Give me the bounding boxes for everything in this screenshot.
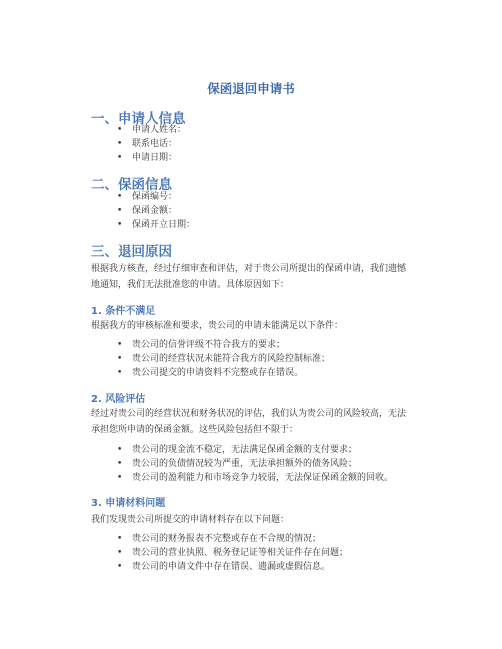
paragraph-text: 根据我方核查，经过仔细审查和评估，对于贵公司所提出的保函申请，我们遗憾地通知，我们无法批准您的申请。具体原因如下：	[91, 264, 407, 290]
paragraph-intro	[91, 261, 411, 293]
list-item-text: 保函编号：	[132, 192, 178, 202]
bullet-icon: •	[117, 206, 123, 216]
bullet-icon: •	[117, 459, 123, 469]
bullet-icon: •	[117, 473, 123, 483]
list-item-text: 保函开立日期：	[132, 220, 196, 230]
list-item-text: 贵公司的负债情况较为严重，无法承担额外的债务风险；	[132, 459, 358, 469]
bullet-icon: •	[117, 153, 123, 163]
bullet-icon: •	[117, 534, 123, 544]
paragraph-text: 我们发现贵公司所提交的申请材料存在以下问题：	[91, 515, 290, 525]
list-item-text: 贵公司的盈利能力和市场竞争力较弱，无法保证保函金额的回收。	[132, 473, 394, 483]
list-item-text: 贵公司的申请文件中存在错误、遗漏或虚假信息。	[132, 562, 331, 572]
bullet-icon: •	[117, 445, 123, 455]
bullet-icon: •	[117, 368, 123, 378]
bullet-icon: •	[117, 562, 123, 572]
paragraph-text: 经过对贵公司的经营状况和财务状况的评估，我们认为贵公司的风险较高，无法承担您所申请的保函金额。这些风险包括但不限于：	[91, 409, 407, 435]
list-item-text: 贵公司的营业执照、税务登记证等相关证件存在问题；	[132, 548, 349, 558]
list-item-text: 贵公司的现金流不稳定，无法满足保函金额的支付要求；	[132, 445, 358, 455]
section-heading-guarantee-info: 二、保函信息	[91, 177, 172, 193]
paragraph-conditions	[91, 318, 411, 334]
bullet-icon: •	[117, 340, 123, 350]
document-title: 保函退回申请书	[207, 81, 295, 96]
list-item-text: 贵公司的信誉评级不符合我方的要求；	[132, 340, 286, 350]
section-heading-return-reason: 三、退回原因	[91, 244, 172, 260]
subsection-heading-materials: 3. 申请材料问题	[91, 498, 166, 509]
list-item-text: 申请人姓名：	[132, 125, 187, 135]
bullet-icon: •	[117, 125, 123, 135]
bullet-icon: •	[117, 548, 123, 558]
bullet-icon: •	[117, 139, 123, 149]
bullet-icon: •	[117, 220, 123, 230]
list-item-text: 贵公司的经营状况未能符合我方的风险控制标准；	[132, 354, 331, 364]
list-item-text: 申请日期：	[132, 153, 178, 163]
section-heading-applicant-info: 一、申请人信息	[91, 111, 186, 127]
paragraph-materials	[91, 512, 411, 528]
list-item-text: 保函金额：	[132, 206, 178, 216]
list-item-text: 贵公司的财务报表不完整或存在不合规的情况；	[132, 534, 322, 544]
paragraph-risk	[91, 406, 411, 438]
subsection-heading-conditions: 1. 条件不满足	[91, 306, 156, 317]
bullet-icon: •	[117, 354, 123, 364]
subsection-heading-risk: 2. 风险评估	[91, 394, 146, 405]
bullet-icon: •	[117, 192, 123, 202]
list-item-text: 联系电话：	[132, 139, 178, 149]
list-item-text: 贵公司提交的申请资料不完整或存在错误。	[132, 368, 304, 378]
paragraph-text: 根据我方的审核标准和要求，贵公司的申请未能满足以下条件：	[91, 321, 344, 331]
